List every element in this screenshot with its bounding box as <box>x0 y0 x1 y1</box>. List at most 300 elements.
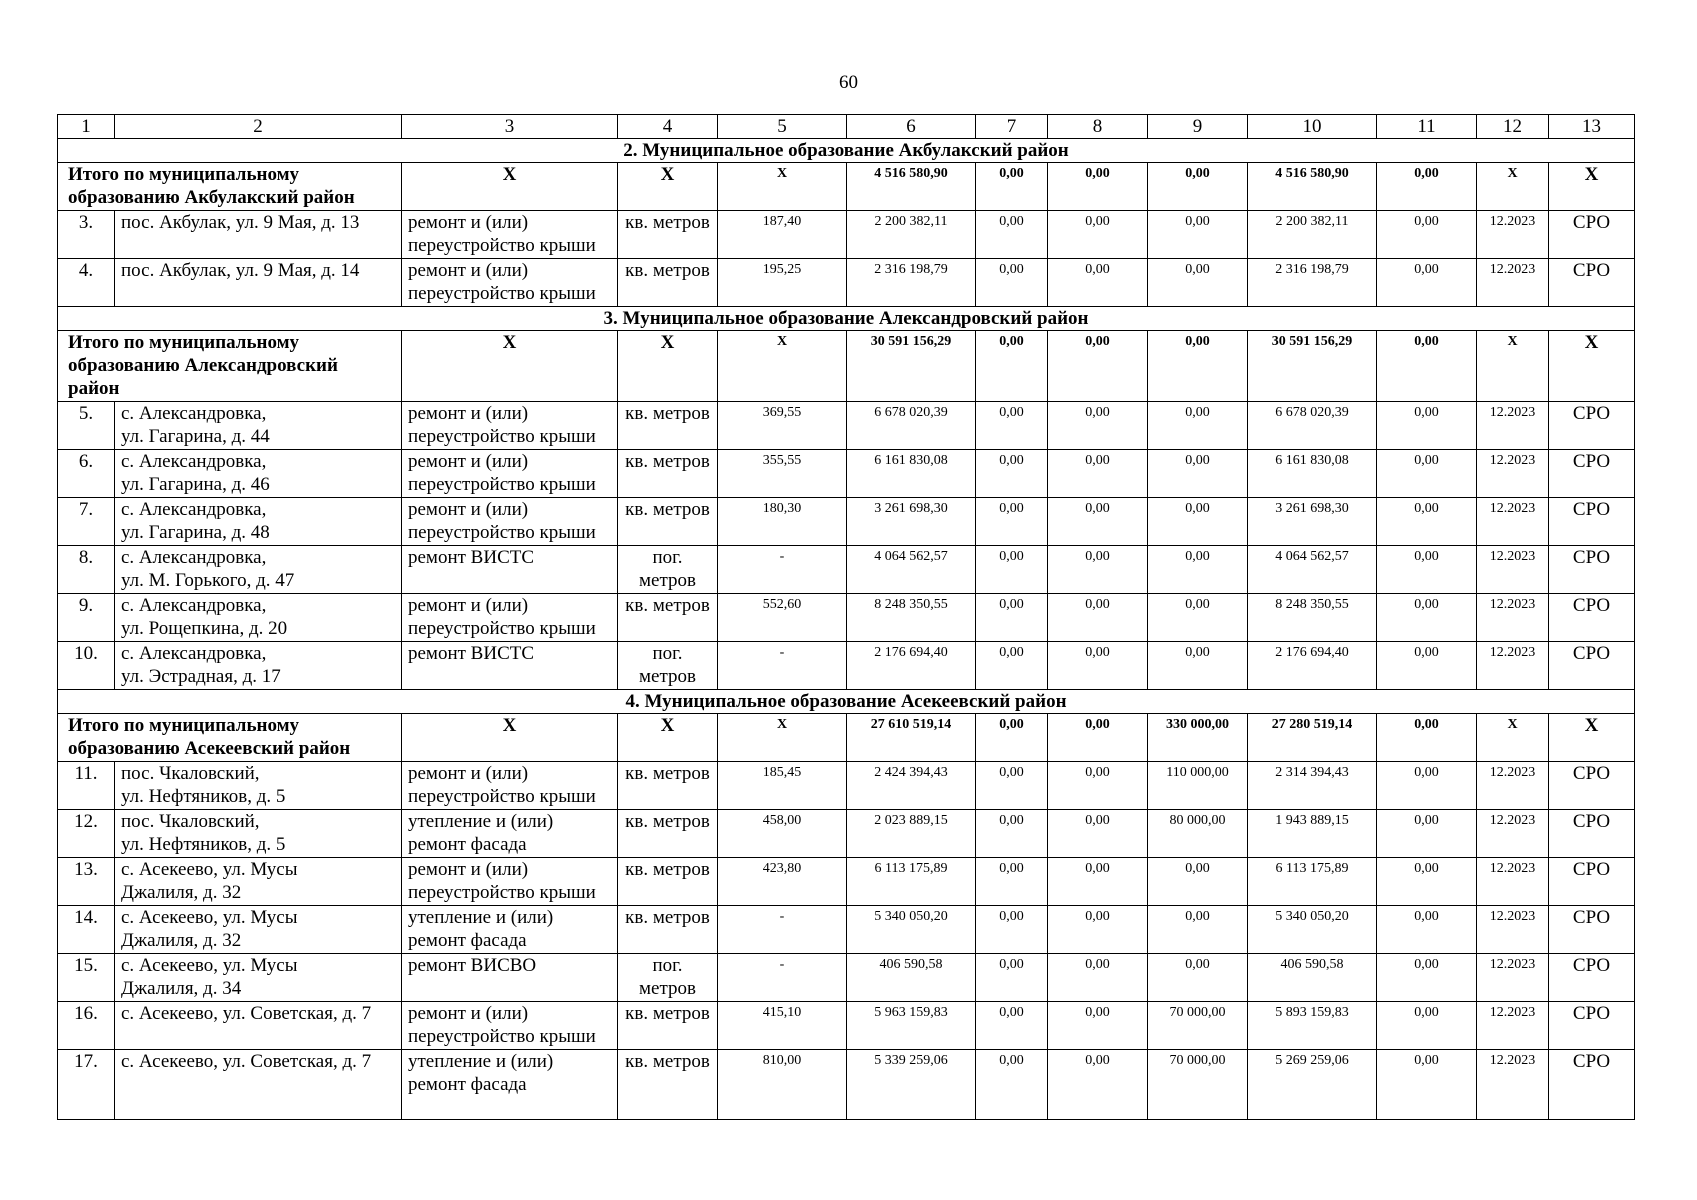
row-address-line: пос. Чкаловский, <box>121 763 260 784</box>
row-v10: 6 161 830,08 <box>1248 450 1377 498</box>
row-work-type-line: переустройство крыши <box>408 618 596 639</box>
row-unit-line: кв. метров <box>625 499 710 520</box>
row-unit-line: кв. метров <box>625 907 710 928</box>
row-unit-line: кв. метров <box>625 1003 710 1024</box>
table-row <box>58 954 1635 1002</box>
row-v11: 0,00 <box>1377 1050 1477 1120</box>
row-total: 3 261 698,30 <box>847 498 976 546</box>
row-number: 6. <box>58 450 115 498</box>
row-total: 6 678 020,39 <box>847 402 976 450</box>
total-date: Х <box>1477 331 1549 402</box>
row-v7: 0,00 <box>976 546 1048 594</box>
total-label <box>58 163 402 211</box>
row-source: СРО <box>1549 810 1635 858</box>
row-source: СРО <box>1549 450 1635 498</box>
column-number-header: 9 <box>1148 115 1248 139</box>
row-v9: 0,00 <box>1148 402 1248 450</box>
row-work-type-line: ремонт ВИСВО <box>408 955 537 976</box>
row-area: 355,55 <box>718 450 847 498</box>
row-v11: 0,00 <box>1377 642 1477 690</box>
table-row <box>58 810 1635 858</box>
row-number: 5. <box>58 402 115 450</box>
row-source: СРО <box>1549 1050 1635 1120</box>
total-v7: 0,00 <box>976 163 1048 211</box>
row-unit <box>618 498 718 546</box>
row-v11: 0,00 <box>1377 259 1477 307</box>
row-number: 4. <box>58 259 115 307</box>
row-v9: 0,00 <box>1148 954 1248 1002</box>
row-v8: 0,00 <box>1048 810 1148 858</box>
row-v11: 0,00 <box>1377 498 1477 546</box>
row-unit <box>618 259 718 307</box>
row-area: - <box>718 642 847 690</box>
column-number-header: 12 <box>1477 115 1549 139</box>
row-v9: 0,00 <box>1148 594 1248 642</box>
row-work-type <box>402 954 618 1002</box>
section-title: 2. Муниципальное образование Акбулакский район <box>58 139 1635 163</box>
total-v7: 0,00 <box>976 714 1048 762</box>
row-v11: 0,00 <box>1377 450 1477 498</box>
row-number: 10. <box>58 642 115 690</box>
total-label-line: Итого по муниципальному <box>68 715 300 736</box>
total-label-line: Итого по муниципальному <box>68 164 300 185</box>
total-label-line: район <box>68 378 120 399</box>
total-area: Х <box>718 163 847 211</box>
row-address-line: с. Александровка, <box>121 595 267 616</box>
column-number-header: 8 <box>1048 115 1148 139</box>
row-work-type-line: переустройство крыши <box>408 786 596 807</box>
row-source: СРО <box>1549 498 1635 546</box>
row-source: СРО <box>1549 594 1635 642</box>
row-work-type <box>402 546 618 594</box>
row-address-line: ул. Нефтяников, д. 5 <box>121 834 286 855</box>
row-v8: 0,00 <box>1048 954 1148 1002</box>
row-unit <box>618 546 718 594</box>
row-v10: 406 590,58 <box>1248 954 1377 1002</box>
row-v11: 0,00 <box>1377 1002 1477 1050</box>
row-address-line: с. Асекеево, ул. Советская, д. 7 <box>121 1051 372 1072</box>
row-area: 415,10 <box>718 1002 847 1050</box>
row-area: 423,80 <box>718 858 847 906</box>
column-number-header: 1 <box>58 115 115 139</box>
row-work-type <box>402 402 618 450</box>
row-unit-line: кв. метров <box>625 763 710 784</box>
total-source: Х <box>1549 331 1635 402</box>
section-title-row <box>58 690 1635 714</box>
row-v7: 0,00 <box>976 642 1048 690</box>
row-work-type-line: утепление и (или) <box>408 1051 554 1072</box>
row-v9: 0,00 <box>1148 211 1248 259</box>
row-address-line: с. Асекеево, ул. Мусы <box>121 859 298 880</box>
row-address <box>115 498 402 546</box>
row-work-type-line: ремонт и (или) <box>408 403 529 424</box>
row-v9: 0,00 <box>1148 259 1248 307</box>
row-v10: 6 113 175,89 <box>1248 858 1377 906</box>
row-v9: 80 000,00 <box>1148 810 1248 858</box>
row-address-line: ул. Гагарина, д. 48 <box>121 522 270 543</box>
row-address <box>115 450 402 498</box>
row-date: 12.2023 <box>1477 594 1549 642</box>
row-area: 195,25 <box>718 259 847 307</box>
section-title-row <box>58 307 1635 331</box>
row-work-type-line: ремонт и (или) <box>408 499 529 520</box>
row-date: 12.2023 <box>1477 498 1549 546</box>
row-unit-line: кв. метров <box>625 260 710 281</box>
row-v8: 0,00 <box>1048 402 1148 450</box>
row-work-type-line: ремонт фасада <box>408 834 527 855</box>
section-title: 4. Муниципальное образование Асекеевский район <box>58 690 1635 714</box>
row-work-type <box>402 211 618 259</box>
row-area: - <box>718 954 847 1002</box>
row-address-line: пос. Акбулак, ул. 9 Мая, д. 14 <box>121 260 360 281</box>
row-unit <box>618 450 718 498</box>
row-date: 12.2023 <box>1477 1002 1549 1050</box>
total-work-type: Х <box>402 714 618 762</box>
row-unit-line: кв. метров <box>625 403 710 424</box>
row-area: 458,00 <box>718 810 847 858</box>
row-work-type <box>402 450 618 498</box>
total-label-line: Итого по муниципальному <box>68 332 300 353</box>
row-unit-line: кв. метров <box>625 1051 710 1072</box>
row-unit-line: пог. <box>652 547 683 568</box>
total-label-line: образованию Александровский <box>68 355 338 376</box>
row-number: 11. <box>58 762 115 810</box>
row-area: 180,30 <box>718 498 847 546</box>
row-address-line: с. Александровка, <box>121 451 267 472</box>
row-number: 8. <box>58 546 115 594</box>
row-unit-line: метров <box>639 978 696 999</box>
column-number-header: 10 <box>1248 115 1377 139</box>
row-unit <box>618 906 718 954</box>
row-v8: 0,00 <box>1048 594 1148 642</box>
total-unit: Х <box>618 163 718 211</box>
row-date: 12.2023 <box>1477 642 1549 690</box>
total-unit: Х <box>618 331 718 402</box>
total-total: 4 516 580,90 <box>847 163 976 211</box>
row-date: 12.2023 <box>1477 1050 1549 1120</box>
row-address <box>115 546 402 594</box>
row-number: 14. <box>58 906 115 954</box>
row-v10: 2 200 382,11 <box>1248 211 1377 259</box>
row-v9: 70 000,00 <box>1148 1050 1248 1120</box>
row-work-type-line: утепление и (или) <box>408 811 554 832</box>
row-v8: 0,00 <box>1048 546 1148 594</box>
column-number-header: 7 <box>976 115 1048 139</box>
row-date: 12.2023 <box>1477 402 1549 450</box>
row-source: СРО <box>1549 1002 1635 1050</box>
row-date: 12.2023 <box>1477 211 1549 259</box>
total-v10: 30 591 156,29 <box>1248 331 1377 402</box>
row-v7: 0,00 <box>976 594 1048 642</box>
table-row <box>58 906 1635 954</box>
total-v11: 0,00 <box>1377 331 1477 402</box>
row-v8: 0,00 <box>1048 259 1148 307</box>
row-address <box>115 211 402 259</box>
row-v7: 0,00 <box>976 402 1048 450</box>
total-v7: 0,00 <box>976 331 1048 402</box>
row-work-type <box>402 762 618 810</box>
row-total: 5 963 159,83 <box>847 1002 976 1050</box>
row-source: СРО <box>1549 762 1635 810</box>
table-row <box>58 762 1635 810</box>
row-v11: 0,00 <box>1377 954 1477 1002</box>
total-date: Х <box>1477 163 1549 211</box>
row-v9: 110 000,00 <box>1148 762 1248 810</box>
row-v10: 3 261 698,30 <box>1248 498 1377 546</box>
row-total: 4 064 562,57 <box>847 546 976 594</box>
row-v7: 0,00 <box>976 1002 1048 1050</box>
row-unit <box>618 762 718 810</box>
row-v10: 5 893 159,83 <box>1248 1002 1377 1050</box>
row-work-type-line: переустройство крыши <box>408 1026 596 1047</box>
row-work-type-line: ремонт и (или) <box>408 763 529 784</box>
row-v10: 2 314 394,43 <box>1248 762 1377 810</box>
row-address <box>115 1050 402 1120</box>
total-v9: 330 000,00 <box>1148 714 1248 762</box>
row-unit <box>618 1050 718 1120</box>
column-number-header: 3 <box>402 115 618 139</box>
row-work-type <box>402 594 618 642</box>
row-unit <box>618 954 718 1002</box>
row-source: СРО <box>1549 858 1635 906</box>
row-v8: 0,00 <box>1048 642 1148 690</box>
row-total: 2 023 889,15 <box>847 810 976 858</box>
column-number-row <box>58 115 1635 139</box>
row-address <box>115 858 402 906</box>
row-work-type <box>402 642 618 690</box>
row-area: 552,60 <box>718 594 847 642</box>
row-date: 12.2023 <box>1477 762 1549 810</box>
row-area: 810,00 <box>718 1050 847 1120</box>
row-source: СРО <box>1549 954 1635 1002</box>
row-address-line: с. Асекеево, ул. Советская, д. 7 <box>121 1003 372 1024</box>
row-total: 5 339 259,06 <box>847 1050 976 1120</box>
row-work-type-line: ремонт и (или) <box>408 1003 529 1024</box>
row-v7: 0,00 <box>976 810 1048 858</box>
total-work-type: Х <box>402 331 618 402</box>
row-total: 2 316 198,79 <box>847 259 976 307</box>
total-v8: 0,00 <box>1048 163 1148 211</box>
column-number-header: 6 <box>847 115 976 139</box>
row-source: СРО <box>1549 642 1635 690</box>
row-unit-line: пог. <box>652 955 683 976</box>
row-v7: 0,00 <box>976 498 1048 546</box>
table-row <box>58 498 1635 546</box>
row-v9: 70 000,00 <box>1148 1002 1248 1050</box>
table-row <box>58 211 1635 259</box>
row-work-type-line: переустройство крыши <box>408 235 596 256</box>
page-number: 60 <box>839 72 858 93</box>
row-v10: 5 269 259,06 <box>1248 1050 1377 1120</box>
row-v11: 0,00 <box>1377 594 1477 642</box>
row-v9: 0,00 <box>1148 642 1248 690</box>
row-v11: 0,00 <box>1377 810 1477 858</box>
row-address <box>115 762 402 810</box>
table-row <box>58 858 1635 906</box>
row-address <box>115 906 402 954</box>
row-total: 2 424 394,43 <box>847 762 976 810</box>
row-work-type-line: ремонт и (или) <box>408 595 529 616</box>
row-work-type <box>402 1050 618 1120</box>
row-source: СРО <box>1549 402 1635 450</box>
row-date: 12.2023 <box>1477 259 1549 307</box>
row-address-line: с. Александровка, <box>121 643 267 664</box>
row-number: 15. <box>58 954 115 1002</box>
total-label-line: образованию Акбулакский район <box>68 187 355 208</box>
row-number: 7. <box>58 498 115 546</box>
section-total-row <box>58 163 1635 211</box>
row-v8: 0,00 <box>1048 858 1148 906</box>
table-row <box>58 1002 1635 1050</box>
row-work-type-line: ремонт фасада <box>408 1074 527 1095</box>
row-v7: 0,00 <box>976 906 1048 954</box>
row-v8: 0,00 <box>1048 762 1148 810</box>
total-v8: 0,00 <box>1048 714 1148 762</box>
row-number: 16. <box>58 1002 115 1050</box>
row-v8: 0,00 <box>1048 211 1148 259</box>
row-address-line: с. Асекеево, ул. Мусы <box>121 907 298 928</box>
row-work-type-line: ремонт и (или) <box>408 212 529 233</box>
row-area: - <box>718 546 847 594</box>
table-row <box>58 259 1635 307</box>
row-work-type-line: утепление и (или) <box>408 907 554 928</box>
row-v7: 0,00 <box>976 450 1048 498</box>
table-row <box>58 546 1635 594</box>
row-v10: 2 176 694,40 <box>1248 642 1377 690</box>
row-address <box>115 1002 402 1050</box>
total-label-line: образованию Асекеевский район <box>68 738 351 759</box>
row-address-line: пос. Чкаловский, <box>121 811 260 832</box>
row-v9: 0,00 <box>1148 498 1248 546</box>
total-area: Х <box>718 331 847 402</box>
row-unit-line: кв. метров <box>625 859 710 880</box>
total-v8: 0,00 <box>1048 331 1148 402</box>
row-v10: 6 678 020,39 <box>1248 402 1377 450</box>
row-total: 5 340 050,20 <box>847 906 976 954</box>
total-total: 27 610 519,14 <box>847 714 976 762</box>
row-total: 8 248 350,55 <box>847 594 976 642</box>
row-total: 406 590,58 <box>847 954 976 1002</box>
table-row <box>58 1050 1635 1120</box>
total-total: 30 591 156,29 <box>847 331 976 402</box>
total-label <box>58 714 402 762</box>
row-v7: 0,00 <box>976 858 1048 906</box>
total-v11: 0,00 <box>1377 714 1477 762</box>
row-address-line: ул. Эстрадная, д. 17 <box>121 666 281 687</box>
row-unit <box>618 594 718 642</box>
total-area: Х <box>718 714 847 762</box>
row-v8: 0,00 <box>1048 1050 1148 1120</box>
row-v11: 0,00 <box>1377 858 1477 906</box>
row-work-type <box>402 906 618 954</box>
row-total: 6 113 175,89 <box>847 858 976 906</box>
row-unit-line: пог. <box>652 643 683 664</box>
row-address-line: ул. М. Горького, д. 47 <box>121 570 295 591</box>
row-work-type <box>402 858 618 906</box>
row-work-type-line: ремонт ВИСТС <box>408 643 535 664</box>
row-work-type <box>402 810 618 858</box>
row-number: 17. <box>58 1050 115 1120</box>
column-number-header: 13 <box>1549 115 1635 139</box>
total-work-type: Х <box>402 163 618 211</box>
row-address <box>115 594 402 642</box>
row-address-line: ул. Гагарина, д. 44 <box>121 426 270 447</box>
table-row <box>58 450 1635 498</box>
column-number-header: 4 <box>618 115 718 139</box>
row-v9: 0,00 <box>1148 906 1248 954</box>
total-v9: 0,00 <box>1148 163 1248 211</box>
row-date: 12.2023 <box>1477 810 1549 858</box>
row-number: 13. <box>58 858 115 906</box>
row-date: 12.2023 <box>1477 906 1549 954</box>
row-area: 185,45 <box>718 762 847 810</box>
section-total-row <box>58 331 1635 402</box>
row-work-type-line: переустройство крыши <box>408 426 596 447</box>
row-v9: 0,00 <box>1148 546 1248 594</box>
row-work-type-line: ремонт и (или) <box>408 260 529 281</box>
row-address-line: ул. Гагарина, д. 46 <box>121 474 270 495</box>
row-work-type <box>402 1002 618 1050</box>
row-area: - <box>718 906 847 954</box>
total-v9: 0,00 <box>1148 331 1248 402</box>
section-title: 3. Муниципальное образование Александровский район <box>58 307 1635 331</box>
row-address-line: Джалиля, д. 32 <box>121 882 242 903</box>
row-work-type-line: ремонт фасада <box>408 930 527 951</box>
row-area: 369,55 <box>718 402 847 450</box>
total-v10: 27 280 519,14 <box>1248 714 1377 762</box>
row-date: 12.2023 <box>1477 450 1549 498</box>
table-row <box>58 402 1635 450</box>
row-address-line: пос. Акбулак, ул. 9 Мая, д. 13 <box>121 212 360 233</box>
row-address-line: с. Александровка, <box>121 547 267 568</box>
row-v11: 0,00 <box>1377 546 1477 594</box>
row-address-line: с. Александровка, <box>121 403 267 424</box>
row-area: 187,40 <box>718 211 847 259</box>
row-v11: 0,00 <box>1377 402 1477 450</box>
row-total: 6 161 830,08 <box>847 450 976 498</box>
row-unit-line: кв. метров <box>625 451 710 472</box>
row-v7: 0,00 <box>976 1050 1048 1120</box>
total-source: Х <box>1549 714 1635 762</box>
row-v7: 0,00 <box>976 211 1048 259</box>
row-address <box>115 810 402 858</box>
table-row <box>58 594 1635 642</box>
row-address-line: ул. Рощепкина, д. 20 <box>121 618 288 639</box>
row-source: СРО <box>1549 211 1635 259</box>
total-v10: 4 516 580,90 <box>1248 163 1377 211</box>
row-v8: 0,00 <box>1048 1002 1148 1050</box>
row-unit-line: кв. метров <box>625 595 710 616</box>
row-source: СРО <box>1549 906 1635 954</box>
row-address <box>115 954 402 1002</box>
row-address-line: с. Асекеево, ул. Мусы <box>121 955 298 976</box>
row-date: 12.2023 <box>1477 954 1549 1002</box>
row-address <box>115 642 402 690</box>
row-v11: 0,00 <box>1377 906 1477 954</box>
row-v7: 0,00 <box>976 259 1048 307</box>
row-v7: 0,00 <box>976 762 1048 810</box>
row-unit <box>618 858 718 906</box>
row-v8: 0,00 <box>1048 450 1148 498</box>
section-total-row <box>58 714 1635 762</box>
row-v9: 0,00 <box>1148 450 1248 498</box>
row-total: 2 176 694,40 <box>847 642 976 690</box>
row-work-type-line: переустройство крыши <box>408 882 596 903</box>
row-date: 12.2023 <box>1477 546 1549 594</box>
row-unit <box>618 810 718 858</box>
row-v7: 0,00 <box>976 954 1048 1002</box>
row-source: СРО <box>1549 259 1635 307</box>
